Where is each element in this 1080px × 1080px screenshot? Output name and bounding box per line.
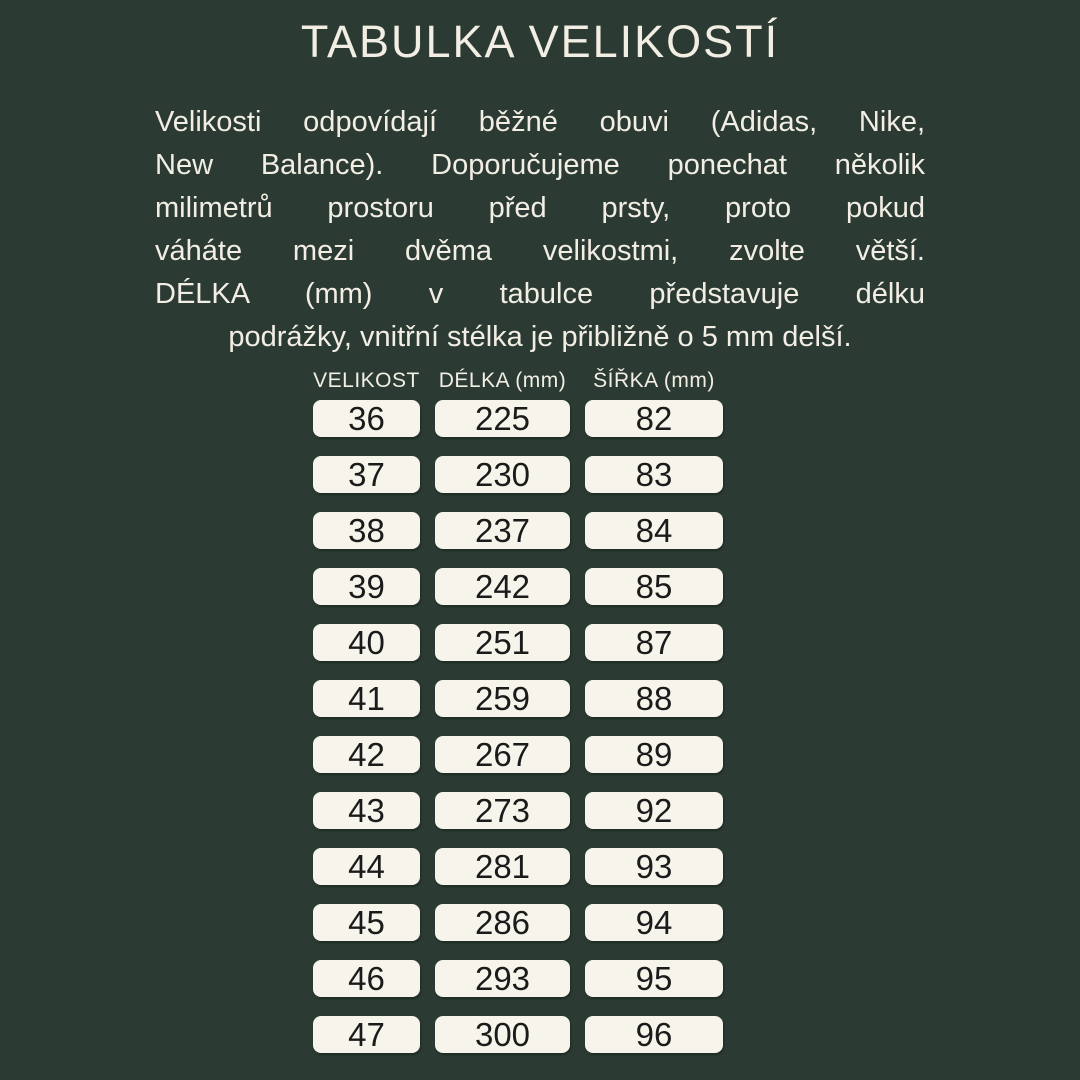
- width-cell: 87: [585, 624, 723, 661]
- description-line: Velikosti odpovídají běžné obuvi (Adidas, Nike,: [155, 106, 925, 138]
- column-header-size: VELIKOST: [313, 369, 420, 392]
- size-table-header: [313, 369, 723, 393]
- description-paragraph: [155, 101, 925, 359]
- page-title: TABULKA VELIKOSTÍ: [300, 16, 780, 67]
- size-cell: 41: [313, 680, 420, 717]
- length-cell: 251: [435, 624, 570, 661]
- length-cell: 293: [435, 960, 570, 997]
- description-line: DÉLKA (mm) v tabulce představuje délku: [155, 278, 925, 310]
- width-cell: 93: [585, 848, 723, 885]
- width-cell: 92: [585, 792, 723, 829]
- size-cell: 40: [313, 624, 420, 661]
- width-cell: 95: [585, 960, 723, 997]
- table-row: [313, 680, 723, 717]
- size-table: [313, 369, 723, 1072]
- width-cell: 83: [585, 456, 723, 493]
- length-cell: 300: [435, 1016, 570, 1053]
- table-row: [313, 960, 723, 997]
- size-cell: 44: [313, 848, 420, 885]
- length-cell: 230: [435, 456, 570, 493]
- length-cell: 237: [435, 512, 570, 549]
- table-row: [313, 456, 723, 493]
- table-row: [313, 1016, 723, 1053]
- length-cell: 242: [435, 568, 570, 605]
- length-cell: 225: [435, 400, 570, 437]
- length-cell: 267: [435, 736, 570, 773]
- length-cell: 281: [435, 848, 570, 885]
- width-cell: 84: [585, 512, 723, 549]
- size-table-rows: [313, 400, 723, 1053]
- table-row: [313, 400, 723, 437]
- description-line: New Balance). Doporučujeme ponechat několik: [155, 149, 925, 181]
- table-row: [313, 568, 723, 605]
- size-cell: 47: [313, 1016, 420, 1053]
- width-cell: 82: [585, 400, 723, 437]
- column-header-length: DÉLKA (mm): [438, 369, 567, 392]
- size-cell: 39: [313, 568, 420, 605]
- table-row: [313, 736, 723, 773]
- width-cell: 85: [585, 568, 723, 605]
- length-cell: 259: [435, 680, 570, 717]
- description-line: podrážky, vnitřní stélka je přibližně o 5 mm delší.: [228, 321, 852, 353]
- width-cell: 88: [585, 680, 723, 717]
- size-cell: 45: [313, 904, 420, 941]
- length-cell: 286: [435, 904, 570, 941]
- table-row: [313, 512, 723, 549]
- table-row: [313, 792, 723, 829]
- size-cell: 37: [313, 456, 420, 493]
- description-line: milimetrů prostoru před prsty, proto pokud: [155, 192, 925, 224]
- table-row: [313, 904, 723, 941]
- width-cell: 89: [585, 736, 723, 773]
- size-cell: 42: [313, 736, 420, 773]
- width-cell: 94: [585, 904, 723, 941]
- description-line: váháte mezi dvěma velikostmi, zvolte větší.: [155, 235, 925, 267]
- table-row: [313, 848, 723, 885]
- size-cell: 36: [313, 400, 420, 437]
- column-header-width: ŠÍŘKA (mm): [593, 369, 715, 392]
- width-cell: 96: [585, 1016, 723, 1053]
- size-cell: 46: [313, 960, 420, 997]
- length-cell: 273: [435, 792, 570, 829]
- table-row: [313, 624, 723, 661]
- size-cell: 38: [313, 512, 420, 549]
- size-cell: 43: [313, 792, 420, 829]
